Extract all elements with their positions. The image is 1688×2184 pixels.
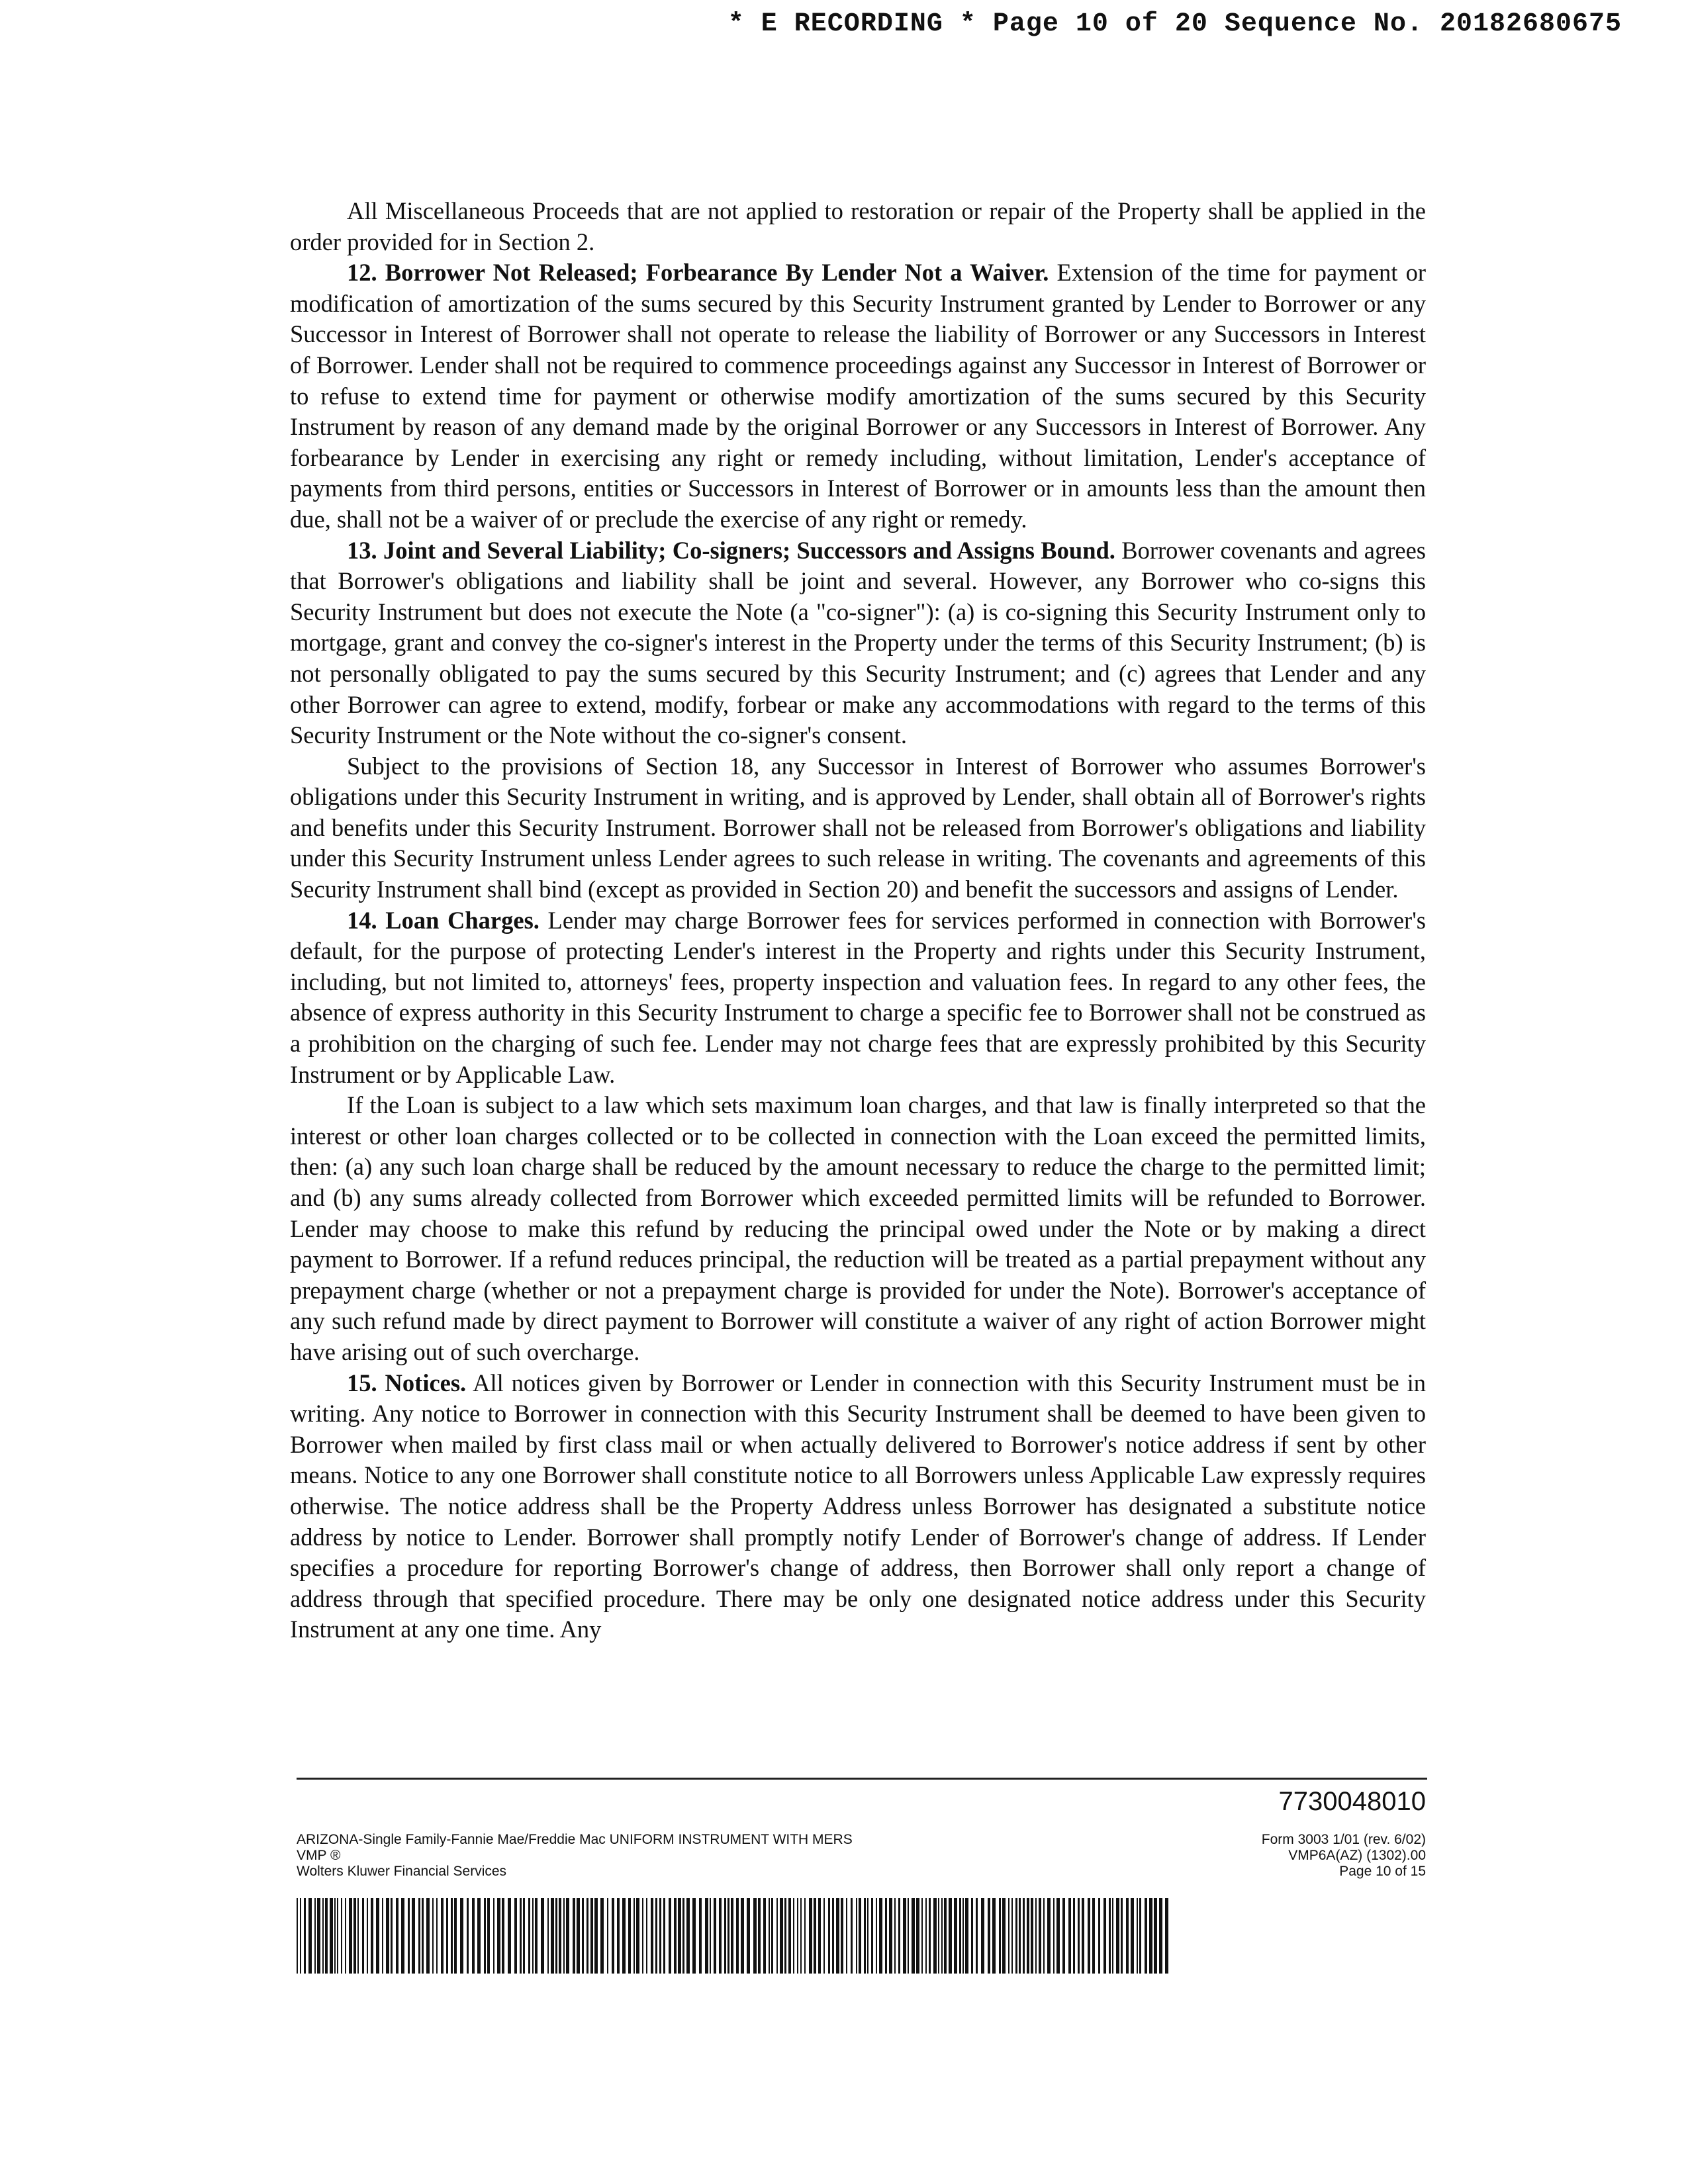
section-13-paragraph-2: Subject to the provisions of Section 18, any Successor in Interest of Borrower who assumes Borrower's obligations under this Security Instrument in writing, and is approved by Lender, shall obtain all of Borrower's rights and benefits under this Security Instrument. Borrower shall not be released from Borrower's obligations and liability under this Security Instrument unless Lender agrees to such release in writing. The covenants and agreements of this Security Instrument shall bind (except as provided in Section 20) and benefit the successors and assigns of Lender. [290, 752, 1426, 903]
loan-number: 7730048010 [1278, 1787, 1426, 1816]
section-14-heading: 14. Loan Charges. [347, 906, 539, 934]
barcode-graphic [297, 1898, 1170, 1974]
footer-vmp-code: VMP6A(AZ) (1302).00 [1288, 1848, 1426, 1863]
footer-form-code: Form 3003 1/01 (rev. 6/02) [1261, 1832, 1426, 1847]
section-13 [290, 535, 1426, 751]
section-13-text: Borrower covenants and agrees that Borrower's obligations and liability shall be joint and several. However, any Borrower who co-signs this Security Instrument but does not execute the Note (a "co-signer"): (a) is co-signing this Security Instrument only to mortgage, grant and convey the co-signer's interest in the Property under the terms of this Security Instrument; (b) is not personally obligated to pay the sums secured by this Security Instrument; and (c) agrees that Lender and any other Borrower can agree to extend, modify, forbear or make any accommodations with regard to the terms of this Security Instrument or the Note without the co-signer's consent. [290, 536, 1426, 749]
section-15-text: All notices given by Borrower or Lender in connection with this Security Instrument must be in writing. Any notice to Borrower in connection with this Security Instrument shall be deemed to have been given to Borrower when mailed by first class mail or when actually delivered to Borrower's notice address if sent by other means. Notice to any one Borrower shall constitute notice to all Borrowers unless Applicable Law expressly requires otherwise. The notice address shall be the Property Address unless Borrower has designated a substitute notice address by notice to Lender. Borrower shall promptly notify Lender of Borrower's change of address. If Lender specifies a procedure for reporting Borrower's change of address, then Borrower shall only report a change of address through that specified procedure. There may be only one designated notice address under this Security Instrument at any one time. Any [290, 1369, 1426, 1643]
document-body [290, 196, 1426, 1645]
section-14-text: Lender may charge Borrower fees for services performed in connection with Borrower's default, for the purpose of protecting Lender's interest in the Property and rights under this Security Instrument, including, but not limited to, attorneys' fees, property inspection and valuation fees. In regard to any other fees, the absence of express authority in this Security Instrument to charge a specific fee to Borrower shall not be construed as a prohibition on the charging of such fee. Lender may not charge fees that are expressly prohibited by this Security Instrument or by Applicable Law. [290, 906, 1426, 1088]
section-12 [290, 257, 1426, 535]
barcode-image [297, 1898, 1170, 1974]
footer-form-info [297, 1832, 853, 1880]
section-15 [290, 1368, 1426, 1645]
section-15-heading: 15. Notices. [347, 1369, 467, 1396]
footer-vmp-mark: VMP ® [297, 1848, 341, 1863]
section-12-text: Extension of the time for payment or modification of amortization of the sums secured by this Security Instrument granted by Lender to Borrower or any Successor in Interest of Borrower shall not operate to release the liability of Borrower or any Successors in Interest of Borrower. Lender shall not be required to commence proceedings against any Successor in Interest of Borrower or to refuse to extend time for payment or otherwise modify amortization of the sums secured by this Security Instrument by reason of any demand made by the original Borrower or any Successors in Interest of Borrower. Any forbearance by Lender in exercising any right or remedy including, without limitation, Lender's acceptance of payments from third persons, entities or Successors in Interest of Borrower or in amounts less than the amount then due, shall not be a waiver of or preclude the exercise of any right or remedy. [290, 259, 1427, 533]
footer-form-title: ARIZONA-Single Family-Fannie Mae/Freddie Mac UNIFORM INSTRUMENT WITH MERS [297, 1832, 853, 1847]
paragraph-misc-proceeds: All Miscellaneous Proceeds that are not applied to restoration or repair of the Property shall be applied in the order provided for in Section 2. [290, 197, 1426, 255]
recording-header: * E RECORDING * Page 10 of 20 Sequence No. 20182680675 [727, 9, 1622, 39]
footer-page-number: Page 10 of 15 [1339, 1864, 1426, 1879]
section-14-paragraph-2: If the Loan is subject to a law which sets maximum loan charges, and that law is finally interpreted so that the interest or other loan charges collected or to be collected in connection with the Loan exceed the permitted limits, then: (a) any such loan charge shall be reduced by the amount necessary to reduce the charge to the permitted limit; and (b) any sums already collected from Borrower which exceeded permitted limits will be refunded to Borrower. Lender may choose to make this refund by reducing the principal owed under the Note or by making a direct payment to Borrower. If a refund reduces principal, the reduction will be treated as a partial prepayment without any prepayment charge (whether or not a prepayment charge is provided for under the Note). Borrower's acceptance of any such refund made by direct payment to Borrower will constitute a waiver of any right of action Borrower might have arising out of such overcharge. [290, 1091, 1426, 1365]
footer-form-number [1262, 1832, 1426, 1880]
section-13-heading: 13. Joint and Several Liability; Co-signers; Successors and Assigns Bound. [347, 536, 1115, 564]
section-12-heading: 12. Borrower Not Released; Forbearance By Lender Not a Waiver. [347, 259, 1049, 287]
section-14 [290, 905, 1426, 1091]
footer-publisher: Wolters Kluwer Financial Services [297, 1864, 507, 1879]
footer-divider [297, 1778, 1427, 1780]
